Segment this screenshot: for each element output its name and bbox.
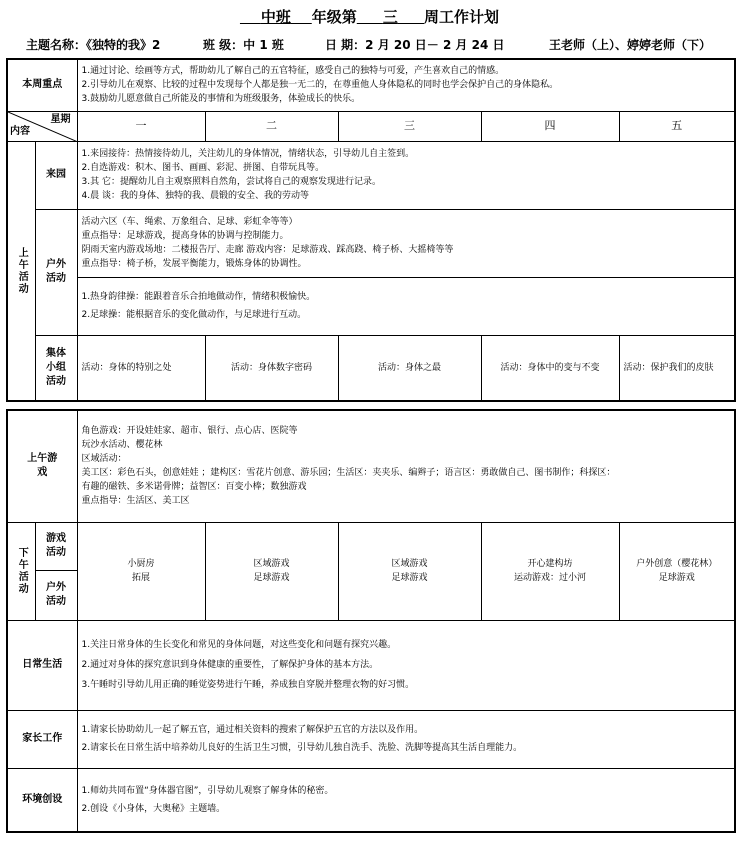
week-focus-label: 本周重点	[7, 59, 77, 111]
exercise-line: 2.足球操：能根据音乐的变化做动作，与足球进行互动。	[81, 310, 307, 320]
week-focus-content	[77, 59, 735, 111]
teachers-text: 王老师（上）、婷婷老师（下）	[549, 38, 712, 52]
week-focus-line: 1.通过讨论、绘画等方式，帮助幼儿了解自己的五官特征，感受自己的独特与可爱，产生喜欢自己的情感。	[81, 66, 505, 77]
afternoon-day-wed: 区域游戏 足球游戏	[338, 522, 481, 620]
day-header: 三	[338, 111, 481, 141]
outdoor-label: 户外活动	[35, 209, 77, 335]
outdoor-content	[77, 209, 735, 277]
afternoon-label: 下午活动	[7, 522, 35, 620]
title-class: 中班	[260, 8, 291, 26]
am-game-line: 重点指导：生活区、美工区	[81, 496, 190, 507]
am-game-content	[77, 410, 735, 522]
title-suffix: 周工作计划	[424, 8, 500, 26]
pm-outdoor-label: 户外活动	[35, 570, 77, 620]
daily-life-line: 3.午睡时引导幼儿用正确的睡觉姿势进行午睡，养成独自穿脱并整理衣物的好习惯。	[81, 680, 415, 690]
arrival-line: 3.其 它：提醒幼儿自主观察照料自然角，尝试将自己的观察发现进行记录。	[81, 177, 381, 187]
group-activity: 活动：身体的特别之处	[77, 335, 205, 401]
day-header: 二	[205, 111, 338, 141]
outdoor-line: 重点指导：足球游戏，提高身体的协调与控制能力。	[81, 231, 289, 241]
afternoon-day-thu: 开心建构坊 运动游戏：过小河	[481, 522, 619, 620]
morning-table	[6, 58, 736, 402]
outdoor-line: 活动六区（车、绳索、万象组合、足球、彩虹伞等等）	[81, 217, 298, 227]
group-activity: 活动：保护我们的皮肤	[619, 335, 735, 401]
class-text: 班 级：中 1 班	[203, 38, 284, 52]
environment-line: 2.创设《小身体，大奥秘》主题墙。	[81, 803, 226, 814]
parents-content	[77, 710, 735, 768]
afternoon-table	[6, 409, 736, 833]
week-focus-line: 2.引导幼儿在观察、比较的过程中发现每个人都是独一无二的，在尊重他人身体隐私的同时也学会保护自己的身体隐私。	[81, 80, 559, 91]
environment-label: 环境创设	[7, 768, 77, 832]
am-game-line: 玩沙水活动、樱花林	[81, 440, 163, 451]
exercise-content	[77, 277, 735, 335]
week-focus-line: 3.鼓励幼儿愿意做自己所能及的事情和为班级服务，体验成长的快乐。	[81, 94, 361, 105]
daily-life-content	[77, 620, 735, 710]
arrival-line: 1.来园接待：热情接待幼儿，关注幼儿的身体情况，情绪状态，引导幼儿自主签到。	[81, 149, 415, 159]
am-game-line: 区域活动：	[81, 454, 127, 465]
day-header: 一	[77, 111, 205, 141]
am-game-line: 角色游戏：开设娃娃家、超市、银行、点心店、医院等	[81, 426, 298, 437]
outdoor-line: 重点指导：椅子桥，发展平衡能力，锻炼身体的协调性。	[81, 259, 307, 269]
title-grade: 年级第	[311, 8, 357, 26]
date-text: 日 期：2 月 20 日－ 2 月 24 日	[325, 38, 505, 52]
group-activity: 活动：身体之最	[338, 335, 481, 401]
day-header: 四	[481, 111, 619, 141]
afternoon-day-mon: 小厨房 拓展	[77, 522, 205, 620]
afternoon-day-tue: 区域游戏 足球游戏	[205, 522, 338, 620]
group-activity: 活动：身体数字密码	[205, 335, 338, 401]
corner-week-label: 星期	[50, 114, 71, 125]
theme-text: 主题名称：《独特的我》2	[26, 38, 161, 52]
environment-content	[77, 768, 735, 832]
title-week: 三	[382, 8, 398, 26]
game-label: 游戏活动	[35, 522, 77, 570]
day-header: 五	[619, 111, 735, 141]
page-title	[0, 6, 739, 27]
arrival-label: 来园	[35, 141, 77, 209]
group-activity: 活动：身体中的变与不变	[481, 335, 619, 401]
parents-line: 1.请家长协助幼儿一起了解五官，通过相关资料的搜索了解保护五官的方法以及作用。	[81, 725, 424, 735]
exercise-line: 1.热身韵律操：能跟着音乐合拍地做动作，情绪积极愉快。	[81, 292, 316, 302]
parents-line: 2.请家长在日常生活中培养幼儿良好的生活卫生习惯，引导幼儿独自洗手、洗脸、洗脚等提高其生活自理能力。	[81, 743, 523, 753]
daily-life-line: 2.通过对身体的探究意识到身体健康的重要性，了解保护身体的基本方法。	[81, 660, 379, 670]
meta-row	[0, 36, 739, 52]
am-game-label: 上午游戏	[7, 410, 77, 522]
daily-life-label: 日常生活	[7, 620, 77, 710]
afternoon-day-fri: 户外创意（樱花林） 足球游戏	[619, 522, 735, 620]
outdoor-line: 阴雨天室内游戏场地：二楼报告厅、走廊 游戏内容：足球游戏、踩高跷、椅子桥、大摇椅等等	[81, 245, 454, 255]
header-corner	[7, 111, 77, 141]
morning-label: 上午活动	[7, 141, 35, 401]
group-label: 集体小组活动	[35, 335, 77, 401]
arrival-line: 2.自选游戏：积木、图书、画画、彩泥、拼图、自带玩具等。	[81, 163, 325, 173]
environment-line: 1.师幼共同布置“身体器官图”，引导幼儿观察了解身体的秘密。	[81, 785, 334, 796]
daily-life-line: 1.关注日常身体的生长变化和常见的身体问题，对这些变化和问题有探究兴趣。	[81, 640, 397, 650]
parents-label: 家长工作	[7, 710, 77, 768]
arrival-content	[77, 141, 735, 209]
arrival-line: 4.晨 谈：我的身体、独特的我、晨锻的安全、我的劳动等	[81, 191, 309, 201]
am-game-line: 美工区：彩色石头，创意娃娃 ；建构区：雪花片创意、游乐园；生活区：夹夹乐、编辫子；语言区：勇敢做自己、图书制作；科探区：	[81, 468, 616, 479]
corner-content-label: 内容	[10, 126, 30, 137]
am-game-line: 有趣的磁铁、多米诺骨牌；益智区：百变小棒；数独游戏	[81, 482, 307, 493]
